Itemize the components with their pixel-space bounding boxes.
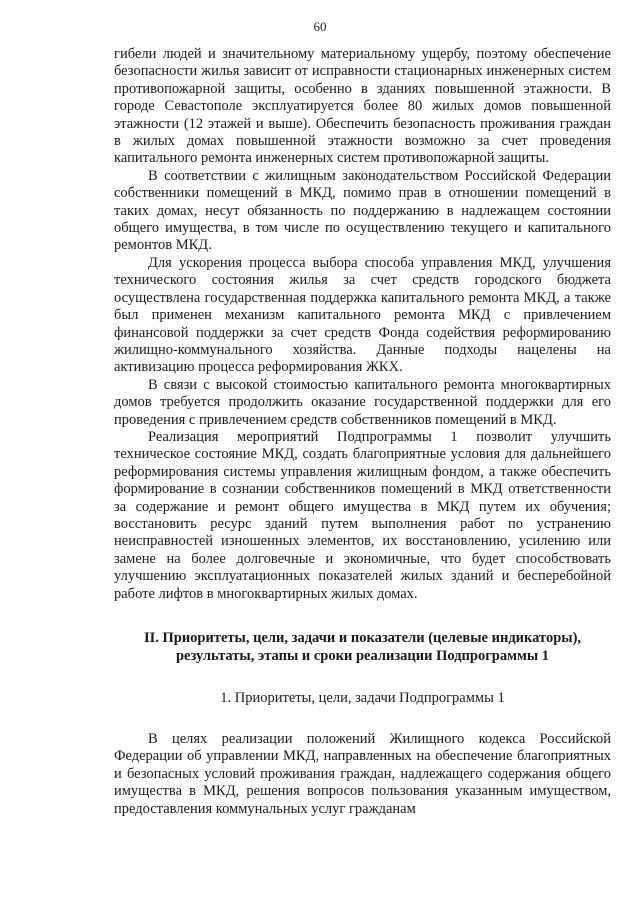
section-heading-line-1: II. Приоритеты, цели, задачи и показатели (целевые индикаторы), <box>143 630 582 646</box>
paragraph-subprogram-results: Реализация мероприятий Подпрограммы 1 позволит улучшить техническое состояние МКД, создать благоприятные условия для дальнейшего реформирования системы управления жилищным фондом, а также обеспечить формирование в сознании собственников помещений в МКД ответственности за содержание и ремонт общего имущества в МКД путем их обучения; восстановить ресурс зданий путем выполнения работ по устранению неисправностей изношенных элементов, их восстановлению, усилению или замене на более долговечные и экономичные, что будет способствовать улучшению эксплуатационных показателей жилых зданий и бесперебойной работе лифтов в многоквартирных жилых домах. <box>114 428 611 602</box>
section-heading-line-2: результаты, этапы и сроки реализации Подпрограммы 1 <box>175 648 550 664</box>
section-heading <box>114 629 611 665</box>
paragraph-owners-obligations: В соответствии с жилищным законодательством Российской Федерации собственники помещений в МКД, помимо прав в отношении помещений в таких домах, несут обязанность по поддержанию в надлежащем состоянии общего имущества, в том числе по осуществлению текущего и капитального ремонтов МКД. <box>114 167 611 254</box>
document-body <box>114 46 611 818</box>
section-subheading: 1. Приоритеты, цели, задачи Подпрограммы 1 <box>220 690 505 706</box>
paragraph-continued-support: В связи с высокой стоимостью капитального ремонта многоквартирных домов требуется продолжить оказание государственной поддержки для его проведения с привлечением средств собственников помещений в МКД. <box>114 376 611 428</box>
page-number: 60 <box>313 19 327 34</box>
paragraph-housing-code: В целях реализации положений Жилищного кодекса Российской Федерации об управлении МКД, направленных на обеспечение благоприятных и безопасных условий проживания граждан, надлежащего содержания общего имущества в МКД, решения вопросов пользования указанным имуществом, предоставления коммунальных услуг гражданам <box>114 731 611 817</box>
paragraph-fire-safety: гибели людей и значительному материальному ущербу, поэтому обеспечение безопасности жилья зависит от исправности стационарных инженерных систем противопожарной защиты, особенно в зданиях повышенной этажности. В городе Севастополе эксплуатируется более 80 жилых домов повышенной этажности (12 этажей и выше). Обеспечить безопасность проживания граждан в жилых домах повышенной этажности возможно за счет проведения капитального ремонта инженерных систем противопожарной защиты. <box>114 46 611 167</box>
paragraph-state-support: Для ускорения процесса выбора способа управления МКД, улучшения технического состояния жилья за счет средств городского бюджета осуществлена государственная поддержка капитального ремонта МКД, а также был применен механизм капитального ремонта МКД с привлечением финансовой поддержки за счет средств Фонда содействия реформированию жилищно-коммунального хозяйства. Данные подходы нацелены на активизацию процесса реформирования ЖКХ. <box>114 254 611 376</box>
